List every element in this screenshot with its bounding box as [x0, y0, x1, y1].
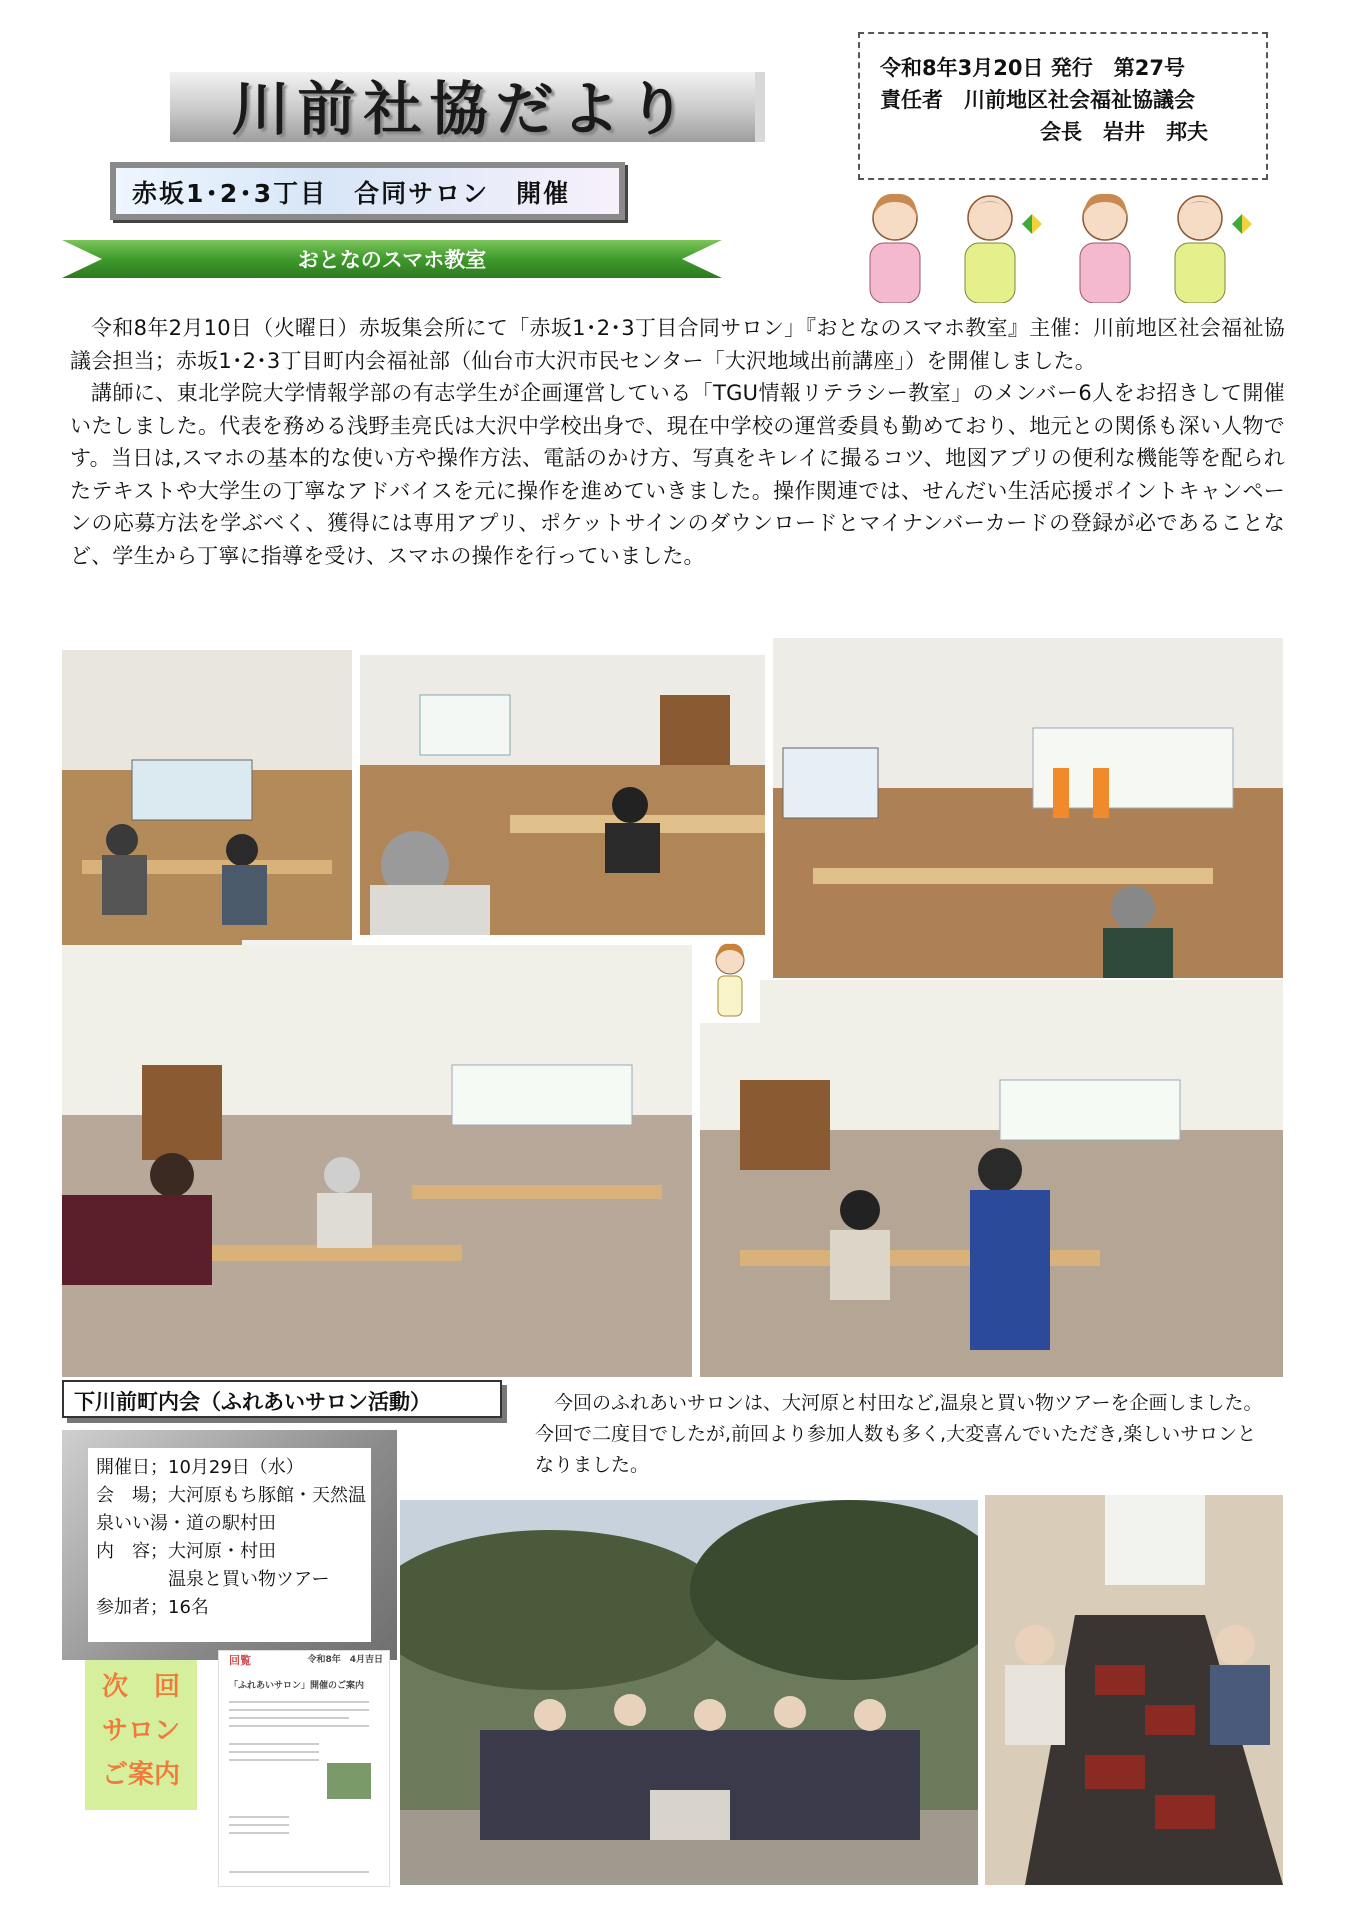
girl-illustration — [700, 938, 760, 1023]
detail-line: 温泉と買い物ツアー — [96, 1569, 330, 1590]
group-photo — [400, 1500, 978, 1885]
event-subtitle: 赤坂1･2･3丁目 合同サロン 開催 — [132, 179, 571, 208]
circular-date: 令和8年 4月吉日 — [307, 1655, 383, 1665]
detail-line: 内 容；大河原・村田 — [96, 1541, 276, 1562]
woman-figure-icon — [870, 194, 920, 303]
next-line: ご案内 — [101, 1760, 180, 1790]
circular-title: 「ふれあいサロン」開催のご案内 — [229, 1681, 365, 1691]
detail-line: 会 場；大河原もち豚館・天然温 — [96, 1485, 366, 1506]
responsible-line: 責任者 川前地区社会福祉協議会 — [880, 88, 1195, 112]
newsletter-title: 川前社協だより — [231, 75, 694, 143]
man-figure-icon — [965, 196, 1042, 303]
next-line: サロン — [101, 1716, 180, 1746]
issue-info-box — [858, 32, 1268, 180]
article-paragraph: 講師に、東北学院大学情報学部の有志学生が企画運営している「TGU情報リテラシー教室」のメンバー6人をお招きして開催いたしました。代表を務める浅野圭亮氏は大沢中学校出身で、現在中学校の運営委員も勤めており、地元との関係も深い人物です。当日は,スマホの基本的な使い方や操作方法、電話のかけ方、写真をキレイに撮るコツ、地図アプリの便利な機能等を配られたテキストや大学生の丁寧なアドバイスを元に操作を進めていきました。操作関連では、せんだい生活応援ポイントキャンペーンの応募方法を学ぶべく、獲得には専用アプリ、ポケットサインのダウンロードとマイナンバーカードの登録が必であることなど、学生から丁寧に指導を受け、スマホの操作を行っていました。 — [70, 381, 1285, 568]
man-figure-icon — [1175, 196, 1252, 303]
ribbon-label: おとなのスマホ教室 — [297, 248, 487, 272]
issue-line: 令和8年3月20日 発行 第27号 — [880, 56, 1185, 80]
classroom-photo — [360, 655, 765, 935]
next-line: 次 回 — [101, 1672, 180, 1702]
next-salon-text — [85, 1665, 197, 1797]
classroom-photo — [700, 980, 1283, 1377]
section-paragraph: 今回のふれあいサロンは、大河原と村田など,温泉と買い物ツアーを企画しました。今回で二度目でしたが,前回より参加人数も多く,大変喜んでいただき,楽しいサロンとなりました。 — [535, 1392, 1263, 1476]
detail-line: 泉いい湯・道の駅村田 — [96, 1513, 276, 1534]
meal-photo — [985, 1495, 1283, 1885]
classroom-photo — [62, 945, 692, 1377]
woman-figure-icon — [1080, 194, 1130, 303]
detail-line: 開催日；10月29日（水） — [96, 1457, 304, 1478]
section-body — [535, 1388, 1275, 1481]
event-details — [88, 1448, 371, 1642]
article-body — [70, 312, 1285, 572]
circular-document — [218, 1650, 390, 1887]
classroom-photo — [773, 638, 1283, 978]
article-paragraph: 令和8年2月10日（火曜日）赤坂集会所にて「赤坂1･2･3丁目合同サロン」『おとなのスマホ教室』主催：川前地区社会福祉協議会担当；赤坂1･2･3丁目町内会福祉部（仙台市大沢市民センター「大沢地域出前講座」）を開催しました。 — [70, 316, 1285, 373]
detail-line: 参加者；16名 — [96, 1597, 209, 1618]
seniors-illustration — [855, 188, 1275, 303]
circular-header: 回覧 — [229, 1654, 251, 1667]
chair-line: 会長 岩井 邦夫 — [1040, 120, 1208, 144]
section-title: 下川前町内会（ふれあいサロン活動） — [62, 1380, 502, 1418]
